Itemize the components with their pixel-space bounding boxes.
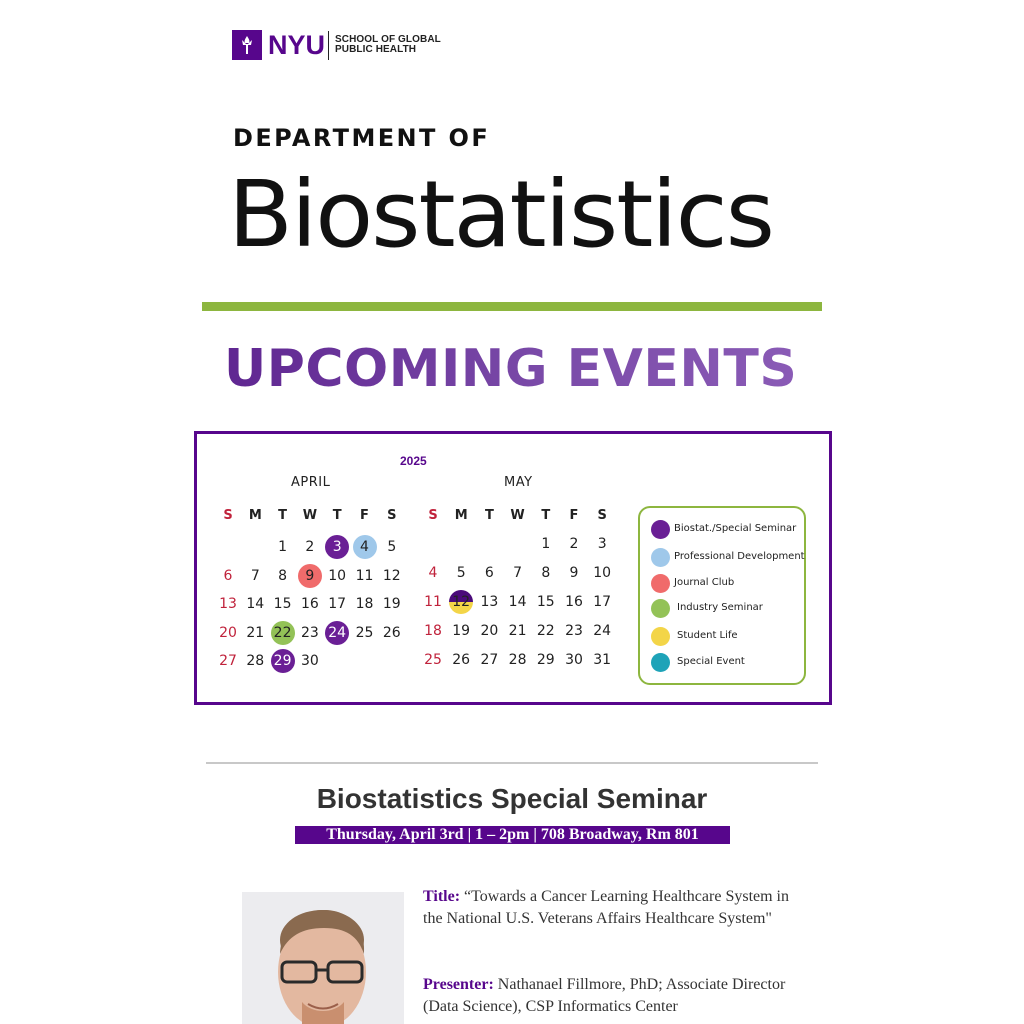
calendar-day: 28 (246, 653, 265, 670)
legend-label: Biostat./Special Seminar (674, 523, 797, 534)
presenter-block (423, 974, 793, 1018)
month-name-may: MAY (504, 475, 533, 490)
department-name: Biostatistics (228, 161, 773, 268)
legend-dot (651, 574, 670, 593)
calendar-day: 27 (480, 651, 499, 668)
calendar-day: 2 (305, 539, 315, 555)
legend-dot (651, 548, 670, 567)
calendar-day: 30 (300, 653, 319, 670)
calendar-day: 13 (219, 596, 237, 613)
calendar-day: 18 (355, 596, 374, 613)
calendar-day: 22 (536, 622, 555, 639)
section-divider (206, 762, 818, 764)
weekday-header: S (387, 508, 397, 523)
legend-dot (651, 627, 670, 646)
legend-dot (651, 520, 670, 539)
presenter-photo (242, 892, 404, 1024)
calendar-day: 26 (452, 651, 471, 668)
calendar-day: 17 (328, 596, 347, 613)
weekday-header: T (332, 508, 342, 523)
legend-dot (651, 599, 670, 618)
event-title: Biostatistics Special Seminar (316, 783, 708, 814)
calendar-day: 1 (541, 536, 551, 552)
legend-label: Special Event (677, 656, 745, 667)
talk-title-text: “Towards a Cancer Learning Healthcare System in the National U.S. Veterans Affairs Healthcare System" (423, 888, 789, 927)
calendar-day: 29 (536, 651, 555, 668)
calendar-day: 10 (328, 567, 347, 584)
calendar-day[interactable]: 22 (271, 621, 295, 645)
calendar-day: 5 (456, 564, 466, 581)
calendar-day[interactable]: 12 (449, 590, 473, 614)
calendar-day: 25 (355, 624, 374, 641)
calendar-day: 19 (382, 596, 401, 613)
weekday-header: T (541, 508, 551, 523)
torch-icon (232, 30, 262, 60)
talk-title-label: Title: (423, 888, 461, 905)
nyu-wordmark: NYU (268, 30, 326, 60)
calendar-day: 19 (452, 622, 471, 639)
calendar-day: 17 (593, 593, 612, 610)
weekday-header: T (278, 508, 288, 523)
calendar-day: 23 (300, 624, 319, 641)
weekday-header: W (302, 508, 318, 523)
calendar-day: 14 (246, 596, 265, 613)
calendar-day: 20 (480, 622, 499, 639)
calendar-day: 21 (508, 622, 527, 639)
legend-dot (651, 653, 670, 672)
logo-divider (328, 31, 329, 60)
presenter-text: Nathanael Fillmore, PhD; Associate Director (Data Science), CSP Informatics Center (423, 976, 786, 1015)
calendar-day: 8 (278, 567, 288, 584)
calendar-day[interactable]: 9 (298, 564, 322, 588)
calendar-day: 14 (508, 593, 527, 610)
calendar-day: 9 (569, 564, 579, 581)
calendar-day[interactable]: 24 (325, 621, 349, 645)
school-line-2: PUBLIC HEALTH (335, 44, 417, 55)
weekday-header: S (223, 508, 233, 523)
legend-label: Industry Seminar (677, 602, 763, 613)
calendar-day: 7 (513, 564, 523, 581)
green-divider (202, 302, 822, 311)
calendar-day: 30 (565, 651, 583, 668)
weekday-header: T (484, 508, 494, 523)
legend-label: Professional Development (674, 551, 805, 562)
talk-title-block (423, 886, 793, 930)
weekday-header: S (428, 508, 438, 523)
calendar-year: 2025 (400, 454, 427, 468)
calendar-day: 18 (424, 622, 442, 639)
presenter-portrait (242, 892, 404, 1024)
calendar-day: 7 (250, 567, 260, 584)
school-name (335, 35, 441, 55)
calendar-day: 6 (223, 567, 233, 584)
calendar-day: 12 (382, 567, 401, 584)
calendar-day: 28 (508, 651, 527, 668)
school-line-1: SCHOOL OF GLOBAL (335, 34, 441, 45)
calendar-day: 24 (593, 622, 612, 639)
calendar-day: 13 (480, 593, 499, 610)
calendar-day: 31 (593, 651, 612, 668)
calendar-day: 16 (565, 593, 583, 610)
weekday-header: F (360, 508, 369, 523)
calendar-day: 8 (541, 564, 551, 581)
calendar-day: 6 (484, 564, 494, 581)
calendar-day: 16 (300, 596, 319, 613)
calendar-day: 25 (424, 651, 442, 668)
calendar-day: 20 (219, 624, 237, 641)
calendar-day: 23 (565, 622, 583, 639)
calendar-day[interactable]: 3 (325, 535, 349, 559)
calendar-day: 21 (246, 624, 265, 641)
calendar-day: 2 (569, 536, 579, 552)
calendar-day: 11 (355, 567, 374, 584)
nyu-torch-logo (232, 30, 262, 60)
weekday-header: F (569, 508, 579, 523)
weekday-header: S (597, 508, 607, 523)
event-date-location: Thursday, April 3rd | 1 – 2pm | 708 Broadway, Rm 801 (295, 826, 730, 844)
calendar-day[interactable]: 4 (353, 535, 377, 559)
calendar-day: 15 (536, 593, 555, 610)
upcoming-events-banner: UPCOMING EVENTS (224, 339, 798, 399)
calendar-day: 15 (273, 596, 292, 613)
month-name-april: APRIL (291, 475, 331, 490)
calendar-day: 5 (387, 539, 397, 555)
legend-label: Student Life (677, 630, 738, 641)
weekday-header: W (510, 508, 525, 523)
weekday-header: M (454, 508, 468, 523)
weekday-header: M (248, 508, 262, 523)
calendar-day: 11 (424, 593, 442, 610)
calendar-day: 3 (597, 536, 607, 552)
calendar-day: 1 (278, 539, 288, 555)
calendar-day: 4 (428, 564, 438, 581)
calendar-day: 27 (219, 653, 237, 670)
calendar-day[interactable]: 29 (271, 649, 295, 673)
legend-label: Journal Club (674, 577, 735, 588)
calendar-day: 10 (593, 564, 612, 581)
calendar-day: 26 (382, 624, 401, 641)
presenter-label: Presenter: (423, 976, 494, 993)
department-label: DEPARTMENT OF (233, 124, 491, 152)
